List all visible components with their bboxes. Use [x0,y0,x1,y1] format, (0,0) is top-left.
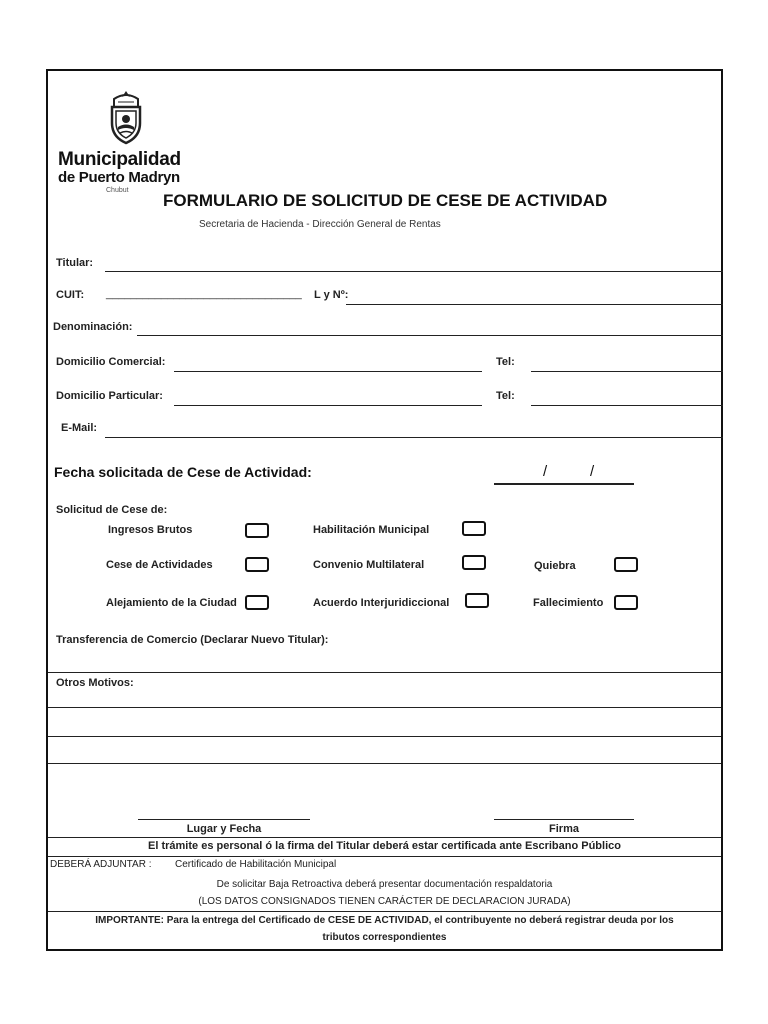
lyn-label: L y Nº: [314,289,349,301]
importante-note-line-1: IMPORTANTE: Para la entrega del Certificado de CESE DE ACTIVIDAD, el contribuyente no deberá registrar deuda por los [95,915,674,926]
fecha-label: Fecha solicitada de Cese de Actividad: [54,464,312,480]
otros-top-line [48,672,721,673]
fecha-sep-1: / [543,463,548,480]
cuit-field[interactable]: ________________________________ [106,288,302,300]
form-subtitle: Secretaria de Hacienda - Dirección General de Rentas [199,219,441,230]
form-frame [46,69,723,951]
transferencia-label: Transferencia de Comercio (Declarar Nuevo Titular): [56,634,329,646]
domicilio-particular-line [174,405,482,406]
tramite-note: El trámite es personal ó la firma del Titular deberá estar certificada ante Escribano Público [148,840,621,852]
notes-line-3 [48,911,721,912]
denominacion-field[interactable] [137,319,723,335]
firma-line[interactable] [494,819,634,820]
fecha-line [494,483,634,485]
otros-motivos-field-2[interactable] [48,737,721,762]
email-field[interactable] [105,421,723,437]
form-title: FORMULARIO DE SOLICITUD DE CESE DE ACTIVIDAD [163,191,608,210]
convenio-multilateral-checkbox[interactable] [462,555,486,570]
cuit-label: CUIT: [56,289,85,301]
fecha-sep-2: / [590,463,595,480]
lugar-fecha-line[interactable] [138,819,310,820]
option-fallecimiento-label: Fallecimiento [533,597,604,609]
email-label: E-Mail: [61,422,98,434]
domicilio-comercial-label: Domicilio Comercial: [56,356,166,368]
option-convenio-multilateral-label: Convenio Multilateral [313,559,425,571]
option-cese-actividades-label: Cese de Actividades [106,559,213,571]
adjuntar-value: Certificado de Habilitación Municipal [175,859,337,870]
domicilio-comercial-line [174,371,482,372]
option-quiebra-label: Quiebra [534,560,576,572]
logo-line-1: Municipalidad [58,149,181,170]
alejamiento-ciudad-checkbox[interactable] [245,595,269,610]
tel-particular-line [531,405,723,406]
lyn-line [346,304,723,305]
otros-motivos-field-1[interactable] [48,708,721,735]
tel-particular-field[interactable] [531,389,723,405]
domicilio-comercial-field[interactable] [174,354,482,370]
email-line [105,437,723,438]
acuerdo-interjuridiccional-checkbox[interactable] [465,593,489,608]
habilitacion-municipal-checkbox[interactable] [462,521,486,536]
tel-comercial-label: Tel: [496,356,515,368]
fallecimiento-checkbox[interactable] [614,595,638,610]
tel-comercial-line [531,371,723,372]
denominacion-line [137,335,723,336]
solicitud-title: Solicitud de Cese de: [56,504,168,516]
domicilio-particular-field[interactable] [174,389,482,405]
option-alejamiento-ciudad-label: Alejamiento de la Ciudad [106,597,237,609]
declaracion-note: (LOS DATOS CONSIGNADOS TIENEN CARÁCTER DE DECLARACION JURADA) [198,896,571,907]
titular-label: Titular: [56,257,94,269]
municipality-logo [56,83,206,193]
tel-comercial-field[interactable] [531,354,723,370]
firma-label: Firma [549,823,579,835]
logo-line-2: de Puerto Madryn [58,169,180,186]
option-acuerdo-interjuridiccional-label: Acuerdo Interjuridiccional [313,597,450,609]
fecha-field[interactable] [494,465,634,481]
notes-line-2 [48,856,721,857]
otros-line-3 [48,763,721,764]
cese-actividades-checkbox[interactable] [245,557,269,572]
titular-line [105,271,723,272]
denominacion-label: Denominación: [53,321,133,333]
quiebra-checkbox[interactable] [614,557,638,572]
retroactiva-note: De solicitar Baja Retroactiva deberá presentar documentación respaldatoria [216,879,553,890]
adjuntar-label: DEBERÁ ADJUNTAR : [50,859,152,870]
option-ingresos-brutos-label: Ingresos Brutos [108,524,193,536]
lyn-field[interactable] [346,287,723,303]
otros-motivos-label: Otros Motivos: [56,677,134,689]
titular-field[interactable] [105,255,723,271]
lugar-fecha-label: Lugar y Fecha [186,823,262,835]
importante-note-line-2: tributos correspondientes [322,932,447,943]
notes-line-1 [48,837,721,838]
coat-of-arms-icon [106,89,146,145]
ingresos-brutos-checkbox[interactable] [245,523,269,538]
tel-particular-label: Tel: [496,390,515,402]
option-habilitacion-municipal-label: Habilitación Municipal [313,524,430,536]
domicilio-particular-label: Domicilio Particular: [56,390,163,402]
logo-line-3: Chubut [106,187,129,194]
